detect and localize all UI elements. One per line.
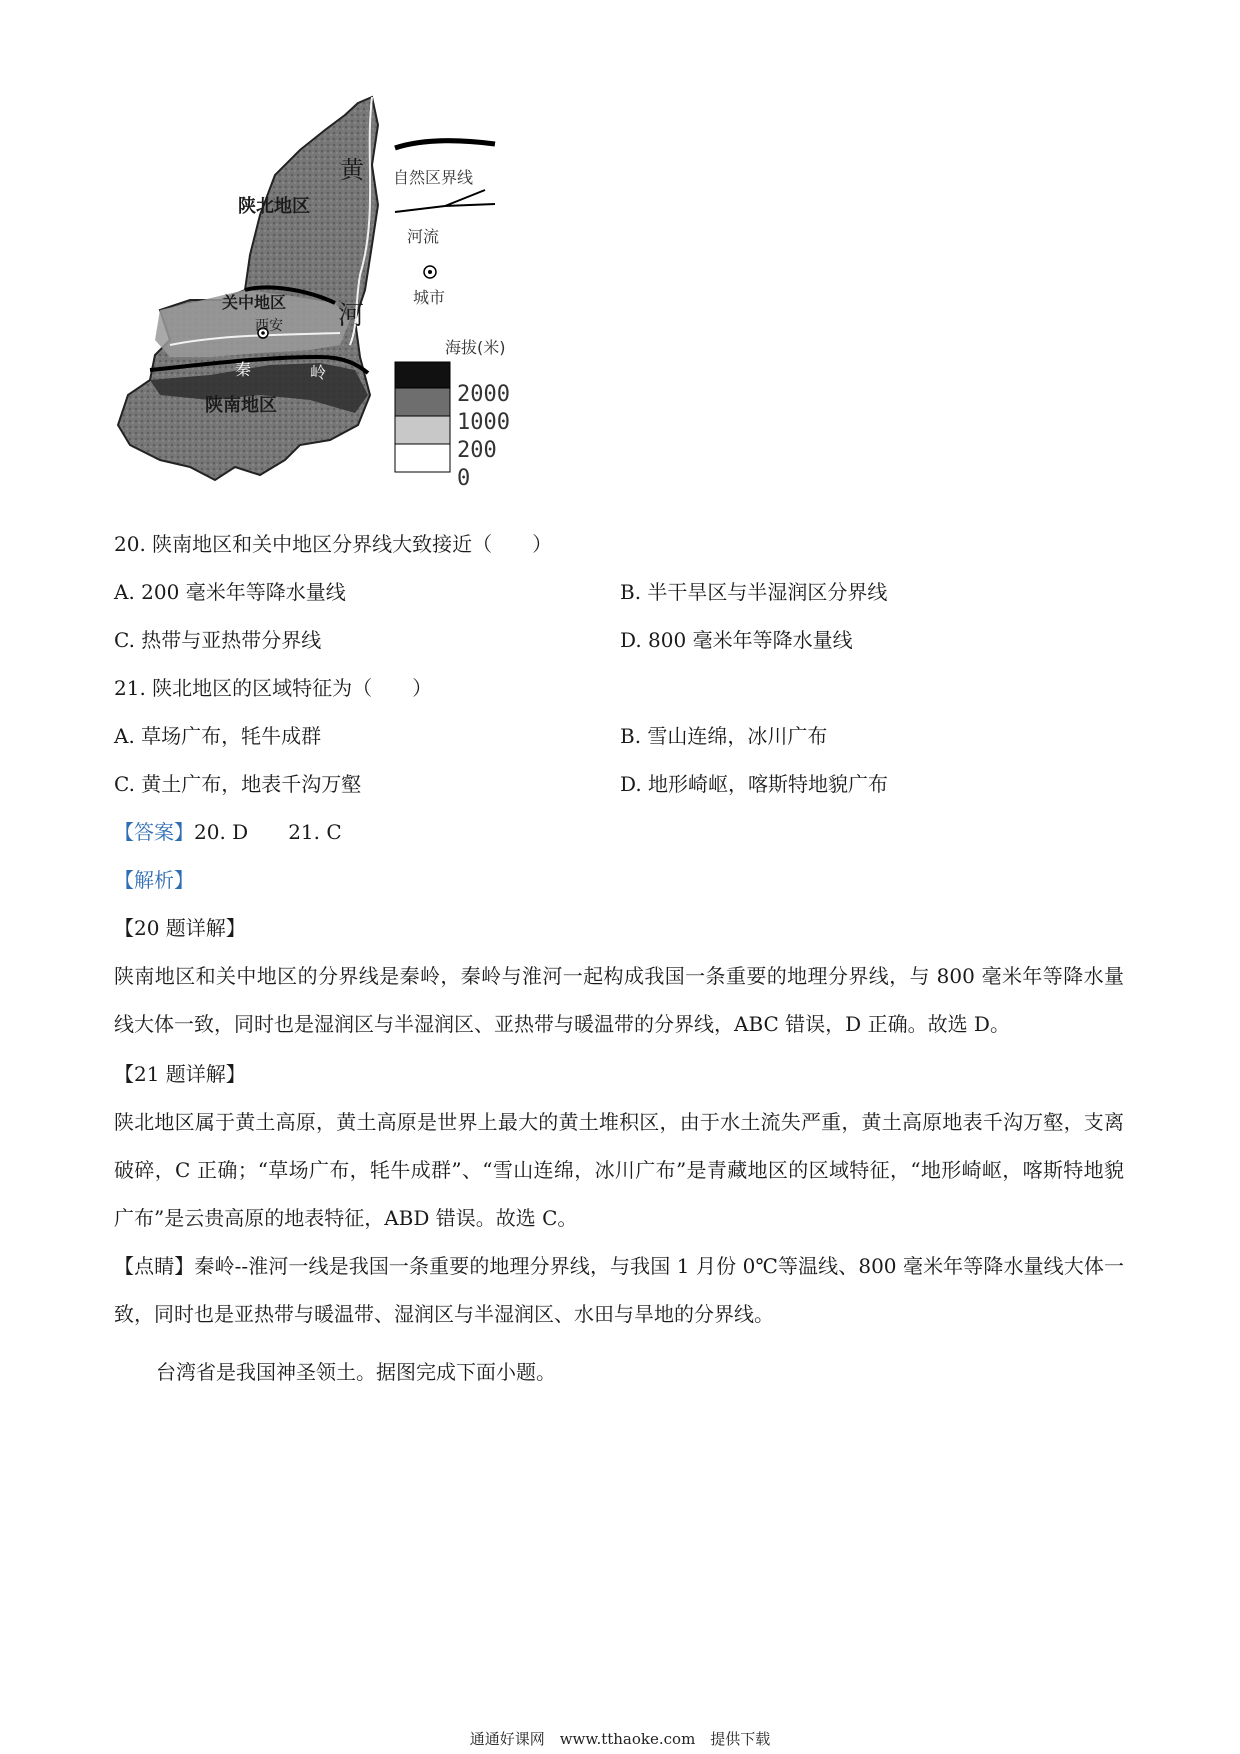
q21-analysis-heading: 【21 题详解】 bbox=[114, 1062, 246, 1086]
q20-option-a: A. 200 毫米年等降水量线 bbox=[114, 580, 346, 604]
legend-level-2000: 2000 bbox=[457, 382, 510, 407]
next-question-intro: 台湾省是我国神圣领土。据图完成下面小题。 bbox=[156, 1360, 556, 1384]
map-label-he: 河 bbox=[338, 301, 365, 331]
dianjing-paragraph: 【点睛】秦岭--淮河一线是我国一条重要的地理分界线，与我国 1 月份 0℃等温线、800 毫米年等降水量线大体一致，同时也是亚热带与暖温带、湿润区与半湿润区、水田与旱地的分界线。 bbox=[114, 1254, 1124, 1326]
q20-analysis-paragraph: 陕南地区和关中地区的分界线是秦岭，秦岭与淮河一起构成我国一条重要的地理分界线，与 800 毫米年等降水量线大体一致，同时也是湿润区与半湿润区、亚热带与暖温带的分界线，ABC 错误，D 正确。故选 D。 bbox=[114, 964, 1124, 1036]
q20-option-b: B. 半干旱区与半湿润区分界线 bbox=[620, 580, 888, 604]
q20-option-c: C. 热带与亚热带分界线 bbox=[114, 628, 322, 652]
map-legend bbox=[385, 130, 610, 515]
analysis-tag: 【解析】 bbox=[114, 868, 194, 892]
answer-line bbox=[114, 820, 342, 844]
map-label-xian: 西安 bbox=[255, 318, 283, 334]
q21-option-b: B. 雪山连绵，冰川广布 bbox=[620, 724, 828, 748]
map-label-shannan: 陕南地区 bbox=[205, 395, 277, 416]
legend-level-1000: 1000 bbox=[457, 410, 510, 435]
q20-option-d: D. 800 毫米年等降水量线 bbox=[620, 628, 853, 652]
legend-city-label: 城市 bbox=[413, 288, 446, 307]
q21-option-c: C. 黄土广布，地表千沟万壑 bbox=[114, 772, 362, 796]
map-label-ling: 岭 bbox=[310, 363, 327, 382]
legend-elevation-title: 海拔(米) bbox=[445, 338, 506, 357]
map-label-huang: 黄 bbox=[340, 156, 364, 184]
map-label-qin: 秦 bbox=[235, 360, 252, 379]
map-label-shanbei: 陕北地区 bbox=[238, 196, 310, 217]
legend-boundary-label: 自然区界线 bbox=[393, 168, 474, 187]
q21-option-d: D. 地形崎岖，喀斯特地貌广布 bbox=[620, 772, 889, 796]
q21-analysis-paragraph: 陕北地区属于黄土高原，黄土高原是世界上最大的黄土堆积区，由于水土流失严重，黄土高原地表千沟万壑，支离破碎，C 正确；“草场广布，牦牛成群”、“雪山连绵，冰川广布”是青藏地区的区域特征，“地形崎岖，喀斯特地貌广布”是云贵高原的地表特征，ABD 错误。故选 C。 bbox=[114, 1110, 1124, 1230]
q20-analysis-heading: 【20 题详解】 bbox=[114, 916, 246, 940]
answer-tag: 【答案】 bbox=[114, 820, 194, 844]
answer-text: 20. D 21. C bbox=[194, 820, 342, 844]
map-label-guanzhong: 关中地区 bbox=[222, 293, 287, 312]
map-figure bbox=[110, 95, 610, 515]
legend-river-label: 河流 bbox=[407, 227, 440, 246]
q21-stem: 21. 陕北地区的区域特征为（ ） bbox=[114, 676, 433, 700]
q21-option-a: A. 草场广布，牦牛成群 bbox=[114, 724, 322, 748]
page-footer: 通通好课网 www.tthaoke.com 提供下载 bbox=[469, 1730, 771, 1748]
legend-level-0: 0 bbox=[457, 466, 471, 491]
legend-level-200: 200 bbox=[457, 438, 497, 463]
q20-stem: 20. 陕南地区和关中地区分界线大致接近（ ） bbox=[114, 532, 553, 556]
